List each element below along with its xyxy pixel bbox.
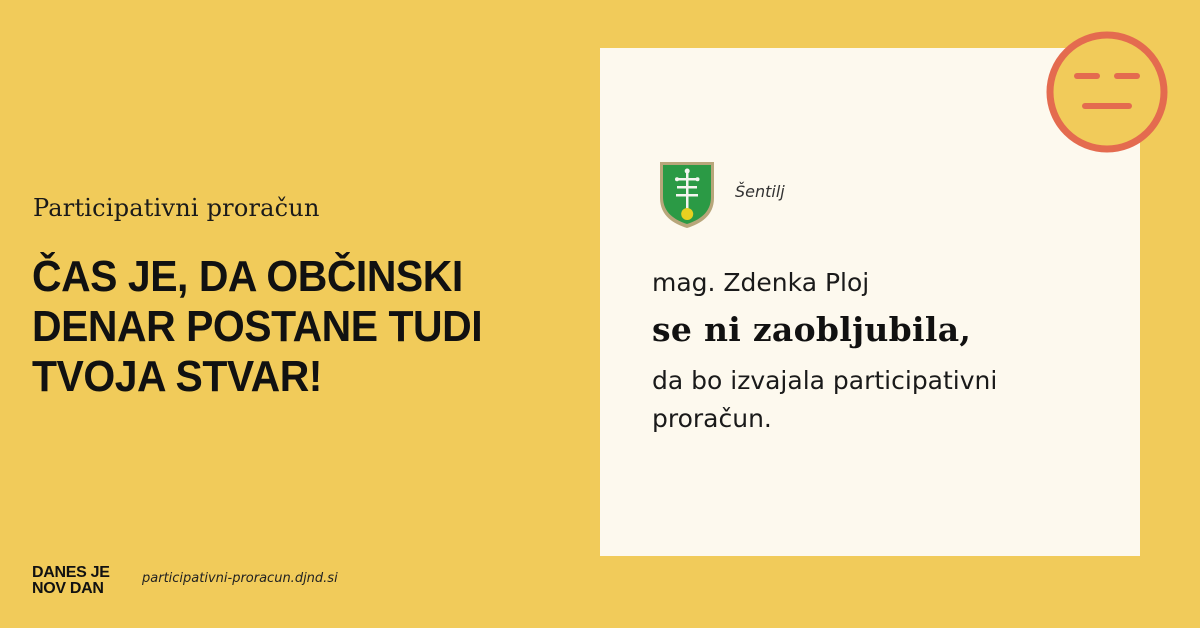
brand-line: NOV DAN [32, 580, 104, 597]
headline-line: DENAR POSTANE TUDI [32, 302, 483, 351]
brand-logo [32, 565, 110, 597]
municipality-crest-icon [658, 160, 716, 230]
pledge-detail: da bo izvajala participativni proračun. [652, 366, 998, 433]
headline-line: TVOJA STVAR! [32, 352, 322, 401]
mayor-name: mag. Zdenka Ploj [652, 268, 870, 297]
headline-line: ČAS JE, DA OBČINSKI [32, 252, 463, 301]
campaign-subtitle: Participativni proračun [33, 194, 320, 222]
site-url[interactable]: participativni-proracun.djnd.si [142, 571, 338, 586]
brand-line: DANES JE [32, 564, 110, 581]
municipality-name: Šentilj [735, 182, 785, 201]
neutral-face-icon [1045, 30, 1169, 154]
pledge-verdict: se ni zaobljubila, [652, 310, 972, 349]
headline [32, 252, 534, 402]
